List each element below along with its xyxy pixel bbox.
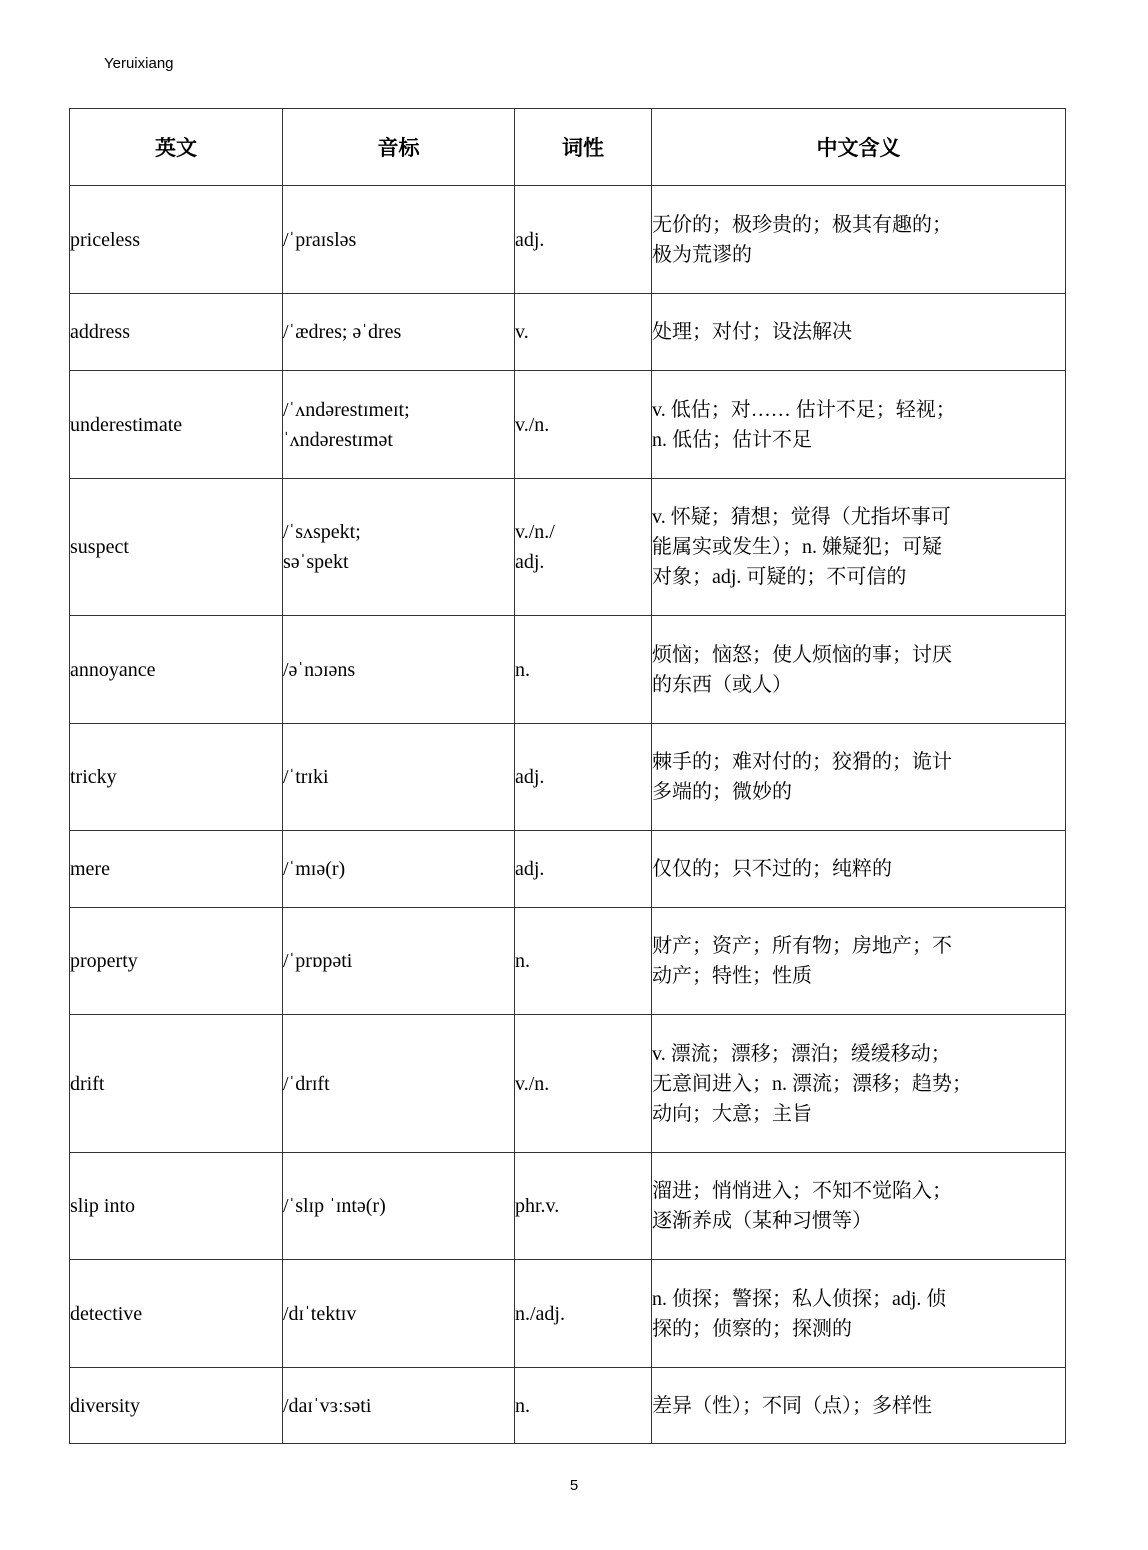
phonetic-text: /daɪˈvɜːsəti — [283, 1394, 372, 1417]
cell-meaning — [652, 1015, 1066, 1153]
chinese-meaning: n. 侦探；警探；私人侦探；adj. 侦 探的；侦察的；探测的 — [652, 1287, 947, 1340]
table-row — [70, 479, 1066, 616]
part-of-speech: n./adj. — [515, 1302, 565, 1325]
table-row — [70, 831, 1066, 908]
table-row — [70, 1260, 1066, 1368]
cell-english — [70, 371, 283, 479]
cell-phonetic — [283, 1015, 515, 1153]
cell-meaning — [652, 831, 1066, 908]
english-word: underestimate — [70, 413, 183, 436]
part-of-speech: adj. — [515, 228, 545, 251]
phonetic-text: /ˈʌndərestɪmeɪt; ˈʌndərestɪmət — [283, 398, 410, 451]
cell-phonetic — [283, 186, 515, 294]
cell-phonetic — [283, 616, 515, 724]
part-of-speech: adj. — [515, 766, 545, 788]
cell-english — [70, 831, 283, 908]
cell-pos — [515, 1260, 652, 1368]
part-of-speech: n. — [515, 1394, 530, 1417]
part-of-speech: adj. — [515, 858, 545, 880]
cell-pos — [515, 908, 652, 1015]
chinese-meaning: 棘手的；难对付的；狡猾的；诡计 多端的；微妙的 — [652, 751, 952, 803]
phonetic-text: /əˈnɔɪəns — [283, 658, 356, 681]
cell-english — [70, 294, 283, 371]
english-word: annoyance — [70, 658, 156, 681]
phonetic-text: /ˈsʌspekt; səˈspekt — [283, 521, 361, 573]
cell-meaning — [652, 479, 1066, 616]
phonetic-text: /ˈædres; əˈdres — [283, 321, 402, 343]
chinese-meaning: v. 漂流；漂移；漂泊；缓缓移动； 无意间进入；n. 漂流；漂移；趋势； 动向；大意；主旨 — [652, 1042, 972, 1125]
table-header-row — [70, 109, 1066, 186]
page-number: 5 — [569, 1477, 579, 1494]
cell-phonetic — [283, 294, 515, 371]
table-row — [70, 1015, 1066, 1153]
cell-phonetic — [283, 831, 515, 908]
cell-meaning — [652, 186, 1066, 294]
cell-english — [70, 616, 283, 724]
cell-english — [70, 908, 283, 1015]
cell-english — [70, 1260, 283, 1368]
chinese-meaning: 差异（性）；不同（点）；多样性 — [652, 1394, 932, 1417]
table-row — [70, 1153, 1066, 1260]
part-of-speech: v./n./ adj. — [515, 521, 555, 573]
chinese-meaning: v. 怀疑；猜想；觉得（尤指坏事可 能属实或发生）；n. 嫌疑犯；可疑 对象；adj. 可疑的；不可信的 — [652, 506, 951, 588]
phonetic-text: /ˈslɪp ˈɪntə(r) — [283, 1195, 386, 1217]
cell-phonetic — [283, 1260, 515, 1368]
cell-pos — [515, 1368, 652, 1444]
phonetic-text: /ˈdrɪft — [283, 1072, 330, 1095]
english-word: address — [70, 321, 130, 343]
english-word: tricky — [70, 766, 117, 788]
part-of-speech: v./n. — [515, 413, 550, 436]
cell-meaning — [652, 616, 1066, 724]
chinese-meaning: 处理；对付；设法解决 — [652, 321, 852, 343]
phonetic-text: /ˈprɒpəti — [283, 950, 353, 972]
phonetic-text: /ˈmɪə(r) — [283, 858, 346, 880]
cell-phonetic — [283, 479, 515, 616]
cell-pos — [515, 294, 652, 371]
table-row — [70, 1368, 1066, 1444]
table-row — [70, 908, 1066, 1015]
english-word: slip into — [70, 1195, 136, 1217]
cell-english — [70, 479, 283, 616]
cell-english — [70, 724, 283, 831]
chinese-meaning: v. 低估；对…… 估计不足；轻视； n. 低估；估计不足 — [652, 398, 956, 451]
cell-pos — [515, 616, 652, 724]
part-of-speech: v. — [515, 321, 529, 343]
table-row — [70, 724, 1066, 831]
table-row — [70, 371, 1066, 479]
cell-phonetic — [283, 371, 515, 479]
column-header-meaning: 中文含义 — [652, 109, 1066, 186]
column-header-pos: 词性 — [515, 109, 652, 186]
cell-english — [70, 186, 283, 294]
cell-phonetic — [283, 908, 515, 1015]
phonetic-text: /ˈpraɪsləs — [283, 228, 357, 251]
column-header-english: 英文 — [70, 109, 283, 186]
cell-phonetic — [283, 1153, 515, 1260]
cell-meaning — [652, 1153, 1066, 1260]
english-word: property — [70, 950, 138, 972]
table-row — [70, 294, 1066, 371]
english-word: mere — [70, 858, 110, 880]
chinese-meaning: 仅仅的；只不过的；纯粹的 — [652, 858, 892, 880]
cell-pos — [515, 186, 652, 294]
english-word: diversity — [70, 1394, 140, 1417]
cell-pos — [515, 479, 652, 616]
chinese-meaning: 溜进；悄悄进入；不知不觉陷入； 逐渐养成（某种习惯等） — [652, 1180, 952, 1232]
cell-pos — [515, 724, 652, 831]
part-of-speech: phr.v. — [515, 1195, 560, 1217]
cell-english — [70, 1015, 283, 1153]
cell-pos — [515, 371, 652, 479]
english-word: drift — [70, 1072, 105, 1095]
cell-meaning — [652, 1260, 1066, 1368]
cell-phonetic — [283, 724, 515, 831]
table-row — [70, 616, 1066, 724]
cell-meaning — [652, 908, 1066, 1015]
phonetic-text: /dɪˈtektɪv — [283, 1302, 357, 1325]
part-of-speech: n. — [515, 950, 530, 972]
chinese-meaning: 无价的；极珍贵的；极其有趣的； 极为荒谬的 — [652, 213, 952, 266]
phonetic-text: /ˈtrɪki — [283, 766, 329, 788]
cell-meaning — [652, 294, 1066, 371]
part-of-speech: n. — [515, 658, 530, 681]
cell-meaning — [652, 1368, 1066, 1444]
cell-meaning — [652, 724, 1066, 831]
part-of-speech: v./n. — [515, 1072, 550, 1095]
chinese-meaning: 财产；资产；所有物；房地产；不 动产；特性；性质 — [652, 935, 952, 987]
english-word: suspect — [70, 536, 129, 558]
english-word: detective — [70, 1302, 143, 1325]
document-header-name: Yeruixiang — [104, 55, 174, 72]
column-header-phonetic: 音标 — [283, 109, 515, 186]
vocabulary-table — [69, 108, 1066, 1444]
english-word: priceless — [70, 228, 140, 251]
cell-meaning — [652, 371, 1066, 479]
cell-pos — [515, 1153, 652, 1260]
chinese-meaning: 烦恼；恼怒；使人烦恼的事；讨厌 的东西（或人） — [652, 643, 952, 696]
cell-pos — [515, 831, 652, 908]
table-row — [70, 186, 1066, 294]
cell-english — [70, 1368, 283, 1444]
cell-phonetic — [283, 1368, 515, 1444]
cell-english — [70, 1153, 283, 1260]
cell-pos — [515, 1015, 652, 1153]
